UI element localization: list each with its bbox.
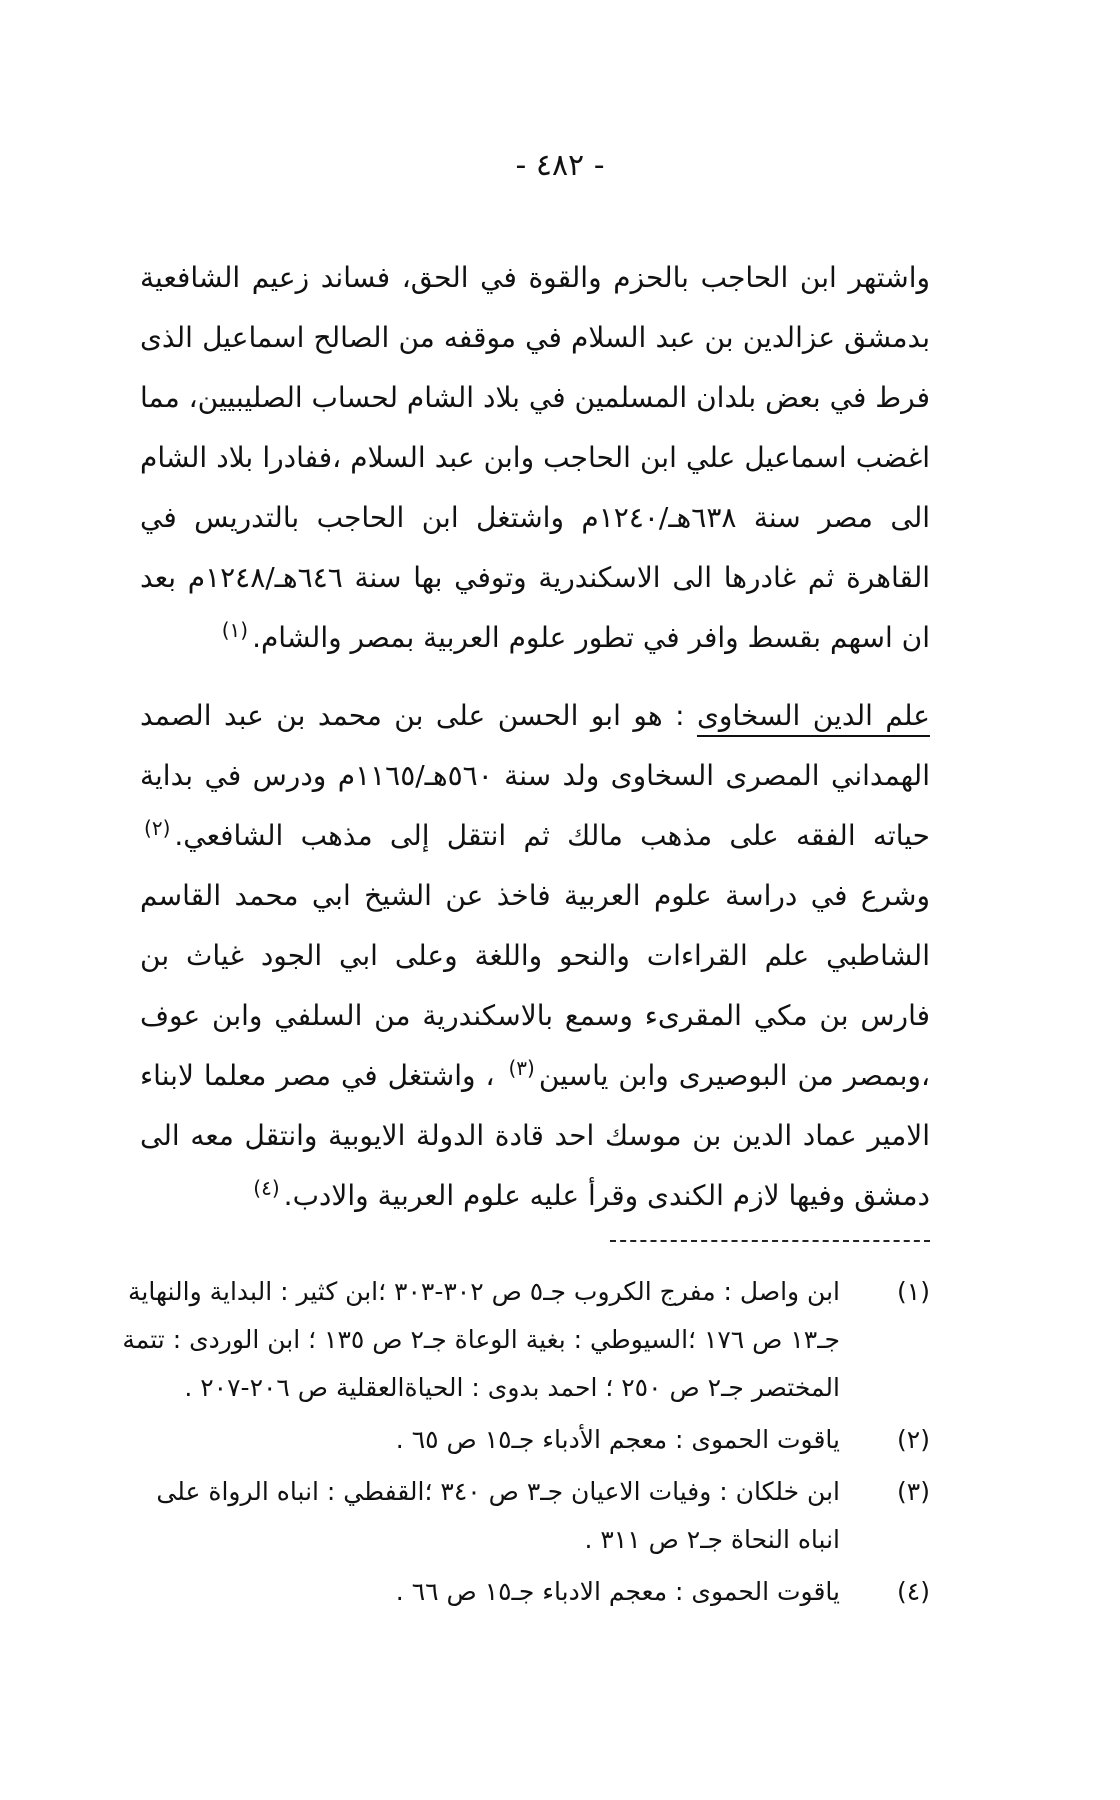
paragraph-text: واشتهر ابن الحاجب بالحزم والقوة في الحق، فساند زعيم الشافعية بدمشق عزالدين بن عبد السلام في موقفه من الصالح اسماعيل الذى فرط في بعض بلدان المسلمين في بلاد الشام لحساب الصليبيين، مما اغضب اسماعيل علي ابن الحاجب وابن عبد السلام ،ففادرا بلاد الشام الى مصر سنة ٦٣٨هـ/١٢٤٠م واشتغل ابن الحاجب بالتدريس في القاهرة ثم غادرها الى الاسكندرية وتوفي بها سنة ٦٤٦هـ/١٢٤٨م بعد ان اسهم بقسط وافر في تطور علوم العربية بمصر والشام. bbox=[140, 261, 931, 654]
footnote-reference: (٤) bbox=[253, 1175, 280, 1200]
footnote-separator bbox=[610, 1240, 930, 1242]
footnote-item bbox=[120, 1416, 930, 1464]
footnote-item bbox=[120, 1568, 930, 1616]
footnote-item bbox=[120, 1468, 930, 1564]
footnote-number: (١) bbox=[897, 1277, 930, 1306]
footnote-item bbox=[120, 1268, 930, 1412]
footnote-text: ياقوت الحموى : معجم الأدباء جـ١٥ ص ٦٥ . bbox=[395, 1425, 840, 1454]
footnote-number: (٢) bbox=[897, 1425, 930, 1454]
heading-separator: : bbox=[662, 699, 697, 732]
footnote-reference: (٢) bbox=[144, 815, 171, 840]
paragraph-text: وشرع في دراسة علوم العربية فاخذ عن الشيخ ابي محمد القاسم الشاطبي علم القراءات والنحو واللغة وعلى ابي الجود غياث بن فارس بن مكي المقرىء وسمع بالاسكندرية من السلفي وابن عوف ،وبمصر من البوصيرى وابن ياسين bbox=[140, 879, 930, 1092]
paragraph-ibn-al-hajib bbox=[140, 248, 930, 668]
page-number: - ٤٨٢ - bbox=[515, 148, 605, 183]
biography-heading: علم الدين السخاوى bbox=[696, 699, 930, 732]
footnote-text: ياقوت الحموى : معجم الادباء جـ١٥ ص ٦٦ . bbox=[395, 1577, 840, 1606]
footnote-reference: (٣) bbox=[508, 1055, 535, 1080]
footnote-text: ابن خلكان : وفيات الاعيان جـ٣ ص ٣٤٠ ؛القفطي : انباه الرواة على انباه النحاة جـ٢ ص ٣١١ . bbox=[156, 1477, 840, 1554]
paragraph-text: ، واشتغل في مصر معلما لابناء الامير عماد الدين بن موسك احد قادة الدولة الايوبية وانتقل معه الى دمشق وفيها لازم الكندى وقرأ عليه علوم العربية والادب. bbox=[140, 1059, 930, 1212]
paragraph-text: هو ابو الحسن على بن محمد بن عبد الصمد الهمداني المصرى السخاوى ولد سنة ٥٦٠هـ/١١٦٥م ودرس في بداية حياته الفقه على مذهب مالك ثم انتقل إلى مذهب الشافعي. bbox=[140, 699, 930, 852]
footnote-text: ابن واصل : مفرج الكروب جـ٥ ص ٣٠٢-٣٠٣ ؛ابن كثير : البداية والنهاية جـ١٣ ص ١٧٦ ؛السيوطي : بغية الوعاة جـ٢ ص ١٣٥ ؛ ابن الوردى : تتمة المختصر جـ٢ ص ٢٥٠ ؛ احمد بدوى : الحياةالعقلية ص ٢٠٦-٢٠٧ . bbox=[122, 1277, 840, 1402]
body-text bbox=[140, 248, 930, 1226]
paragraph-alam-al-din-al-sakhawi bbox=[140, 686, 930, 1226]
footnote-reference: (١) bbox=[221, 617, 249, 642]
footnote-number: (٣) bbox=[897, 1477, 930, 1506]
footnote-number: (٤) bbox=[897, 1577, 930, 1606]
footnotes bbox=[120, 1268, 930, 1620]
